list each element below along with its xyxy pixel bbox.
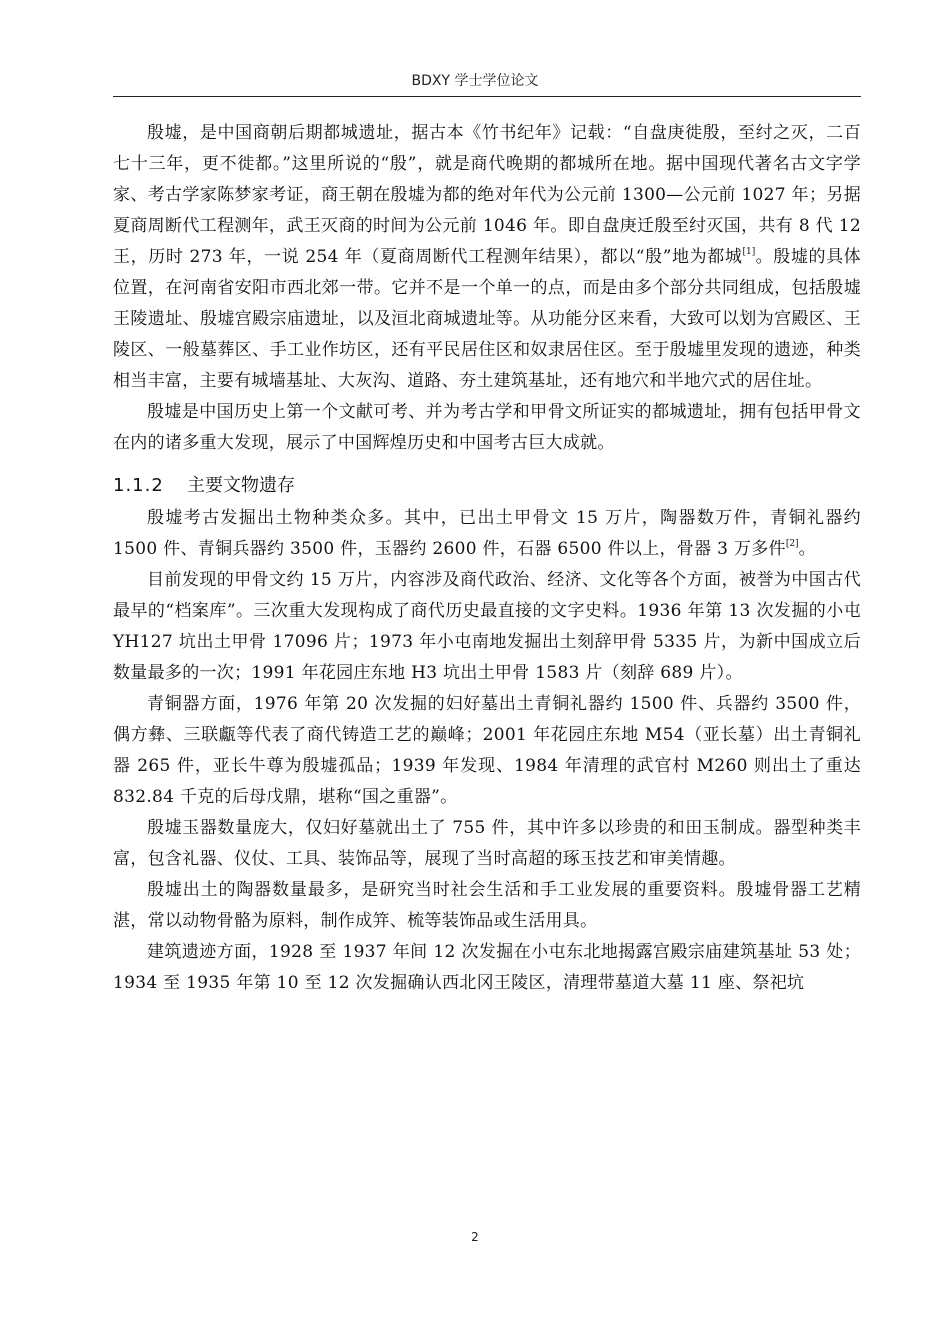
page-number: 2 <box>471 1230 479 1244</box>
paragraph-text: 。殷墟的具体位置，在河南省安阳市西北郊一带。它并不是一个单一的点，而是由多个部分共同组成，包括殷墟王陵遗址、殷墟宫殿宗庙遗址，以及洹北商城遗址等。从功能分区来看，大致可以划为宫殿区、王陵区、一般墓葬区、手工业作坊区，还有平民居住区和奴隶居住区。至于殷墟里发现的遗迹，种类相当丰富，主要有城墙基址、大灰沟、道路、夯土建筑基址，还有地穴和半地穴式的居住址。 <box>113 247 861 391</box>
paragraph-text: 殷墟考古发掘出土物种类众多。其中，已出土甲骨文 15 万片，陶器数万件，青铜礼器约 1500 件、青铜兵器约 3500 件，玉器约 2600 件，石器 6500 件以上，骨器 3 万多件 <box>113 508 861 559</box>
body-paragraph <box>113 689 861 813</box>
paragraph-text: 青铜器方面，1976 年第 20 次发掘的妇好墓出土青铜礼器约 1500 件、兵器约 3500 件，偶方彝、三联甗等代表了商代铸造工艺的巅峰；2001 年花园庄东地 M54（亚长墓）出土青铜礼器 265 件，亚长牛尊为殷墟孤品；1939 年发现、1984 年清理的武官村 M260 则出土了重达 832.84 千克的后母戊鼎，堪称“国之重器”。 <box>113 694 861 807</box>
paragraph-text: 殷墟出土的陶器数量最多，是研究当时社会生活和手工业发展的重要资料。殷墟骨器工艺精湛，常以动物骨骼为原料，制作成笄、梳等装饰品或生活用具。 <box>113 880 861 931</box>
body-paragraph <box>113 118 861 397</box>
body-paragraph <box>113 397 861 459</box>
paragraph-text: 殷墟是中国历史上第一个文献可考、并为考古学和甲骨文所证实的都城遗址，拥有包括甲骨文在内的诸多重大发现，展示了中国辉煌历史和中国考古巨大成就。 <box>113 402 861 453</box>
paragraph-text: 。 <box>798 539 816 559</box>
page-body <box>113 118 861 999</box>
citation-marker: [2] <box>785 539 799 549</box>
citation-marker: [1] <box>742 247 756 257</box>
section-title: 主要文物遗存 <box>187 475 295 496</box>
paragraph-text: 目前发现的甲骨文约 15 万片，内容涉及商代政治、经济、文化等各个方面，被誉为中国古代最早的“档案库”。三次重大发现构成了商代历史最直接的文字史料。1936 年第 13 次发掘的小屯 YH127 坑出土甲骨 17096 片；1973 年小屯南地发掘出土刻辞甲骨 5335 片，为新中国成立后数量最多的一次；1991 年花园庄东地 H3 坑出土甲骨 1583 片（刻辞 689 片）。 <box>113 570 861 683</box>
body-paragraph <box>113 937 861 999</box>
paragraph-text: 殷墟，是中国商朝后期都城遗址，据古本《竹书纪年》记载：“自盘庚徙殷，至纣之灭，二百七十三年，更不徙都。”这里所说的“殷”，就是商代晚期的都城所在地。据中国现代著名古文字学家、考古学家陈梦家考证，商王朝在殷墟为都的绝对年代为公元前 1300—公元前 1027 年；另据夏商周断代工程测年，武王灭商的时间为公元前 1046 年。即自盘庚迁殷至纣灭国，共有 8 代 12 王，历时 273 年，一说 254 年（夏商周断代工程测年结果），都以“殷”地为都城 <box>113 123 861 267</box>
body-paragraph <box>113 875 861 937</box>
paragraph-text: 殷墟玉器数量庞大，仅妇好墓就出土了 755 件，其中许多以珍贵的和田玉制成。器型种类丰富，包含礼器、仪仗、工具、装饰品等，展现了当时高超的琢玉技艺和审美情趣。 <box>113 818 861 869</box>
paragraph-text: 建筑遗迹方面，1928 至 1937 年间 12 次发掘在小屯东北地揭露宫殿宗庙建筑基址 53 处；1934 至 1935 年第 10 至 12 次发掘确认西北冈王陵区，清理带墓道大墓 11 座、祭祀坑 <box>113 942 861 993</box>
section-number: 1.1.2 <box>113 475 164 496</box>
body-paragraph <box>113 503 861 565</box>
header-divider <box>113 96 861 97</box>
body-paragraph <box>113 565 861 689</box>
section-heading <box>113 471 861 501</box>
running-header: BDXY 学士学位论文 <box>411 73 539 89</box>
body-paragraph <box>113 813 861 875</box>
